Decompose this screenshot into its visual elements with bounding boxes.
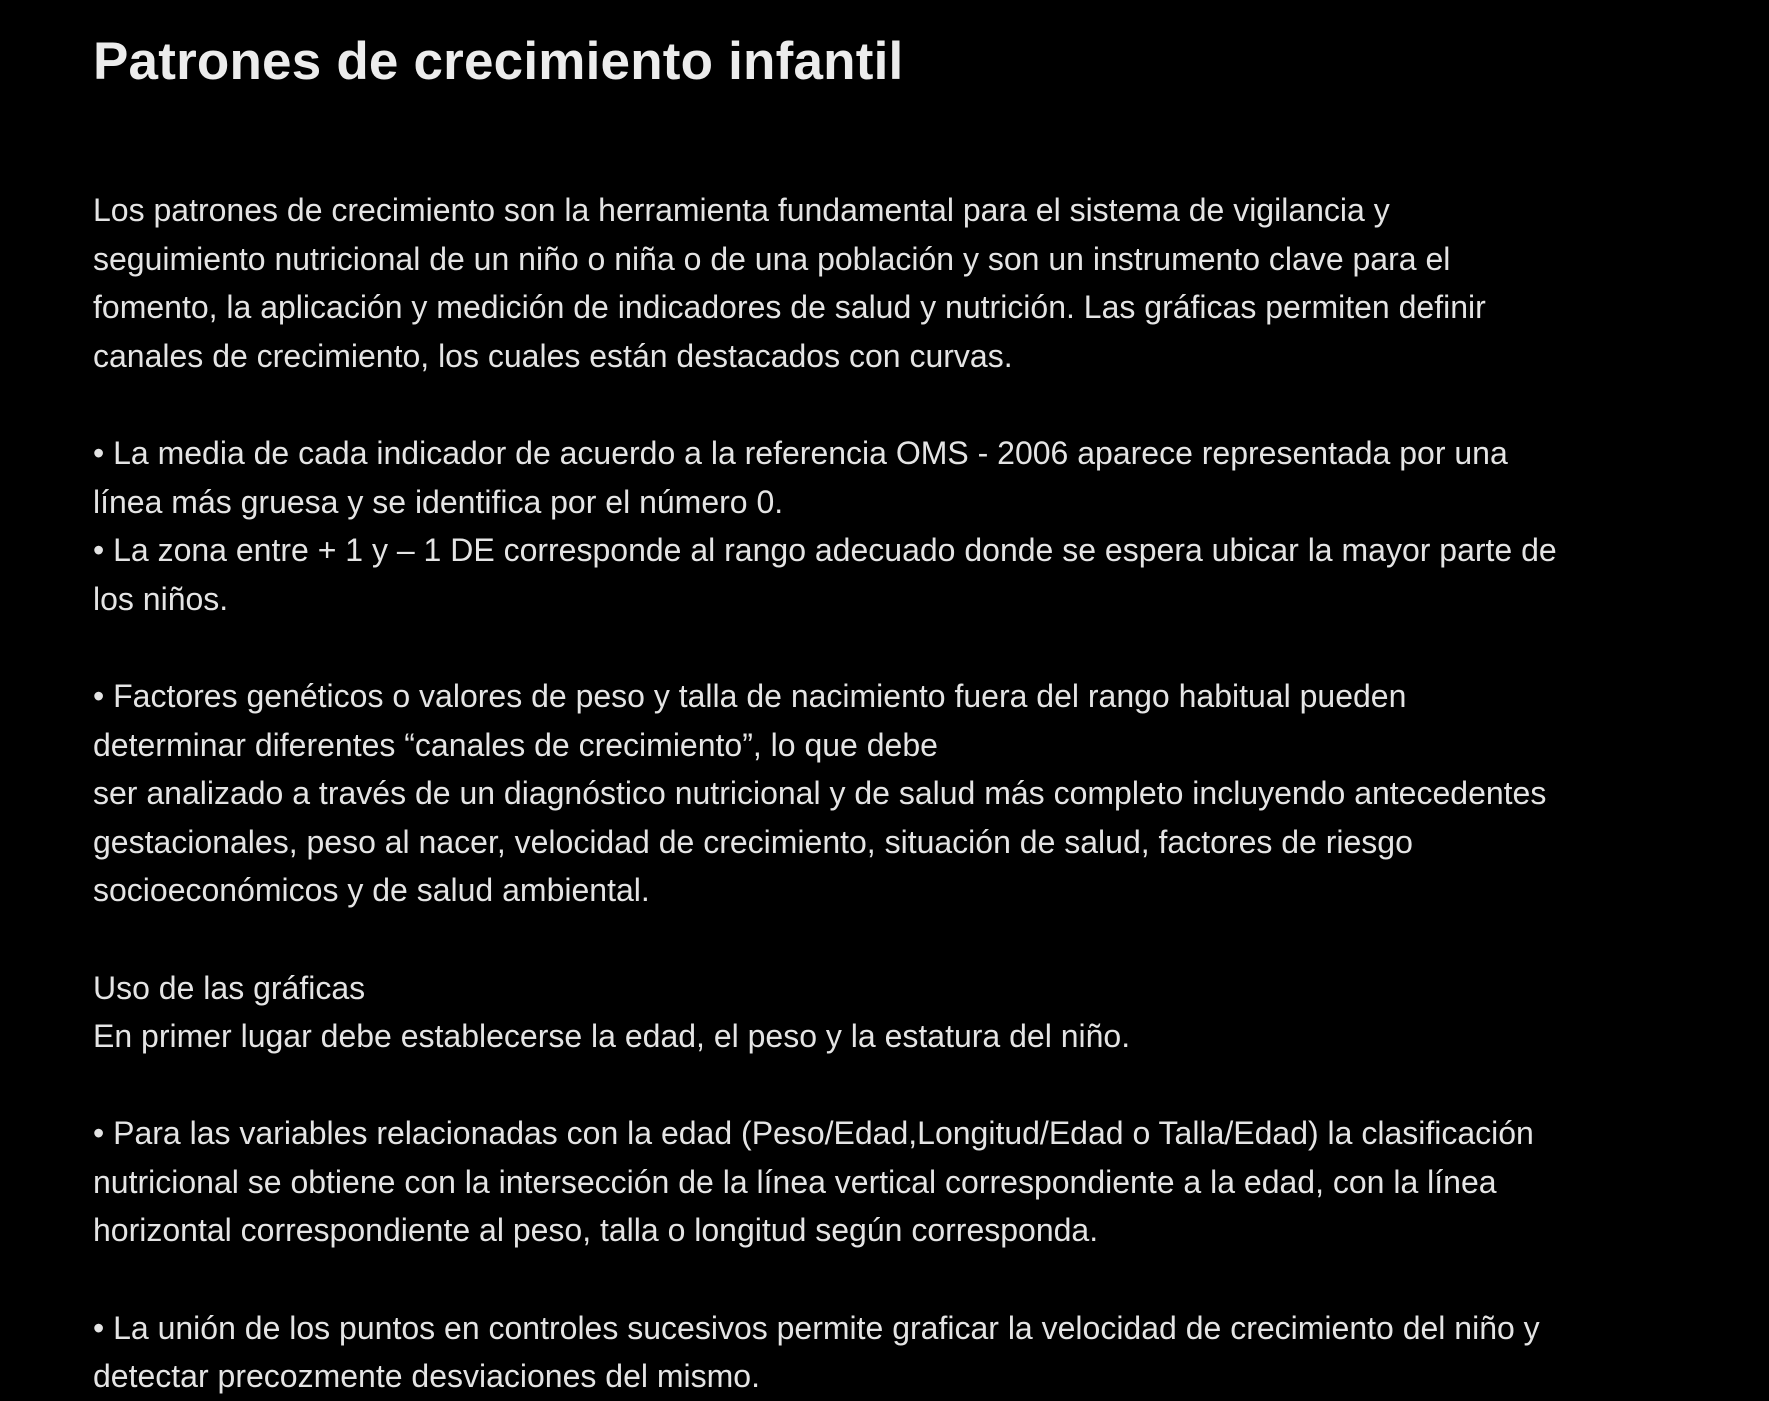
section-heading: Uso de las gráficas xyxy=(93,969,366,1006)
body-line: horizontal correspondiente al peso, talla o longitud según corresponda. xyxy=(93,1212,1099,1249)
bullet-line: • Para las variables relacionadas con la edad (Peso/Edad,Longitud/Edad o Talla/Edad) la clasificación xyxy=(93,1115,1534,1152)
blank-line xyxy=(93,1061,1733,1110)
bullet-line: • La zona entre + 1 y – 1 DE corresponde al rango adecuado donde se espera ubicar la mayor parte de xyxy=(93,532,1557,569)
body-line: Los patrones de crecimiento son la herramienta fundamental para el sistema de vigilancia y xyxy=(93,192,1390,228)
body-line: socioeconómicos y de salud ambiental. xyxy=(93,872,650,909)
blank-line xyxy=(93,1255,1733,1304)
blank-line xyxy=(93,623,1733,672)
body-line: ser analizado a través de un diagnóstico nutricional y de salud más completo incluyendo antecedentes xyxy=(93,775,1547,812)
bullet-line: determinar diferentes “canales de crecimiento”, lo que debe xyxy=(93,726,938,763)
bullet-line: • La unión de los puntos en controles sucesivos permite graficar la velocidad de crecimiento del niño y xyxy=(93,1309,1540,1346)
body-line: fomento, la aplicación y medición de indicadores de salud y nutrición. Las gráficas permiten definir xyxy=(93,289,1486,326)
note-body[interactable] xyxy=(93,186,1733,1401)
body-line: canales de crecimiento, los cuales están destacados con curvas. xyxy=(93,337,1013,374)
blank-line xyxy=(93,380,1733,429)
body-line: gestacionales, peso al nacer, velocidad de crecimiento, situación de salud, factores de riesgo xyxy=(93,823,1413,860)
body-line: seguimiento nutricional de un niño o niña o de una población y son un instrumento clave para el xyxy=(93,240,1451,277)
body-line: En primer lugar debe establecerse la edad, el peso y la estatura del niño. xyxy=(93,1018,1131,1055)
bullet-line: los niños. xyxy=(93,580,229,617)
body-line: detectar precozmente desviaciones del mismo. xyxy=(93,1358,760,1395)
bullet-line: • Factores genéticos o valores de peso y talla de nacimiento fuera del rango habitual pueden xyxy=(93,677,1407,714)
note-container xyxy=(93,30,1733,1401)
bullet-line: • La media de cada indicador de acuerdo a la referencia OMS - 2006 aparece representada por una xyxy=(93,434,1508,471)
bullet-line: línea más gruesa y se identifica por el número 0. xyxy=(93,483,784,520)
body-line: nutricional se obtiene con la intersección de la línea vertical correspondiente a la edad, con la línea xyxy=(93,1163,1497,1200)
note-title[interactable]: Patrones de crecimiento infantil xyxy=(93,32,904,91)
blank-line xyxy=(93,915,1733,964)
